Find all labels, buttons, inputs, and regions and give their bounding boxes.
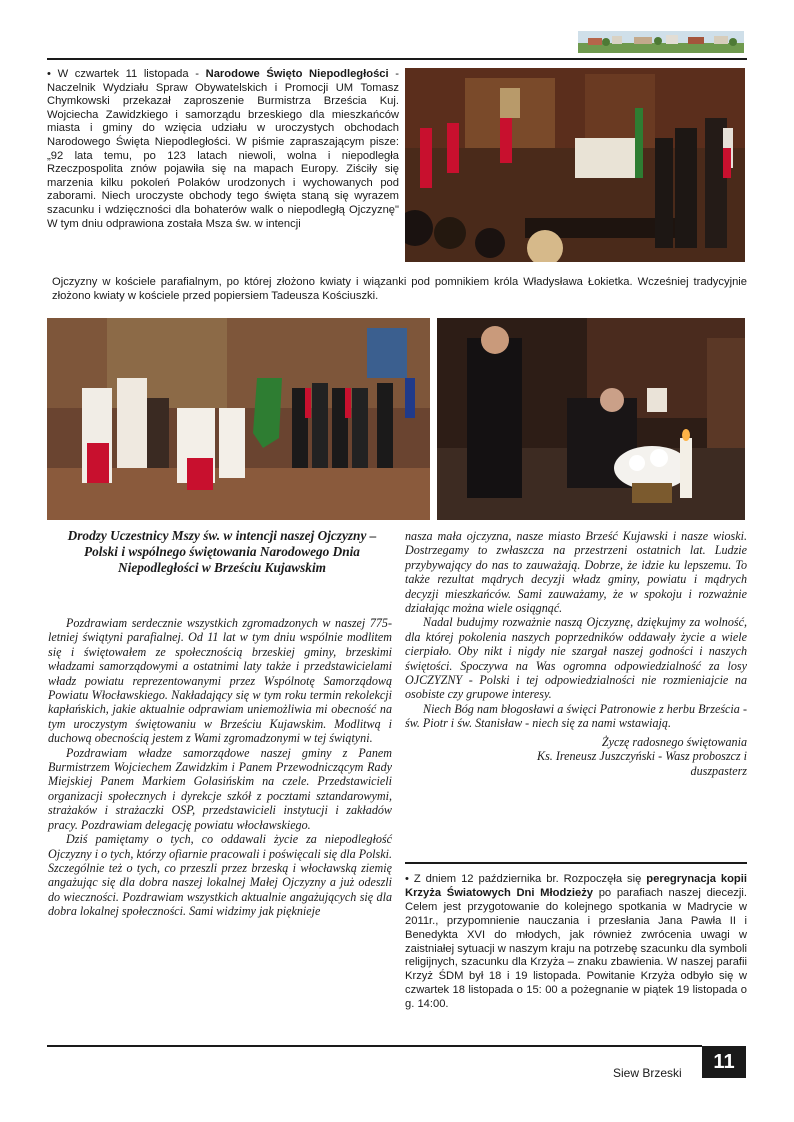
photo-altar-servers bbox=[47, 318, 430, 520]
letter-paragraph: Nadal budujmy rozważnie naszą Ojczyznę, dziękujmy za wolność, dla której pokolenia naszych poprzedników oddawały życie a wiele cierpiało. Oby nikt i nigdy nie szargał naszej godności i naszych świętości. Spoczywa na Was ogromna odpowiedzialność za losy OJCZYZNY - Polski i tej odpowiedzialności nie rozmieniajcie na osobiste czy grupowe interesy. bbox=[405, 615, 747, 702]
intro-continuation: Ojczyzny w kościele parafialnym, po której złożono kwiaty i wiązanki pod pomnikiem króla Władysława Łokietka. Wcześniej tradycyjnie złożono kwiaty w kościele przed popiersiem Tadeusza Kościuszki. bbox=[52, 276, 747, 302]
letter-paragraph: Pozdrawiam władze samorządowe naszej gminy z Panem Burmistrzem Wojciechem Zawidzkim i Panem Przewodniczącym Rady Miejskiej Panem Markiem Golasińskim na czele. Przedstawicieli organizacji społecznych i dyrekcje szkół z pocztami sztandarowymi, strażaków i strażaczki OSP, przedstawicieli instytucji i zakładów pracy. Pozdrawiam delegację powiatu włocławskiego. bbox=[48, 745, 392, 832]
letter-title: Drodzy Uczestnicy Mszy św. w intencji naszej Ojczyzny – Polski i wspólnego świętowania Narodowego Dnia Niepodległości w Brześciu Kujawskim bbox=[67, 528, 377, 575]
photo-flower-laying bbox=[437, 318, 745, 520]
news-paragraph bbox=[405, 873, 747, 1012]
letter-paragraph: Pozdrawiam serdecznie wszystkich zgromadzonych w naszej 775-letniej świątyni parafialnej. Od 11 lat w tym dniu wspólnie modlitem się i świętowałem ze społecznością brzeskiej gminy, brzeskimi władzami samorządowymi a ostatnimi laty także i przedstawicielami władz powiatu reprezentowanymi przez Wspólnotę Samorządową Powiatu Włocławskiego. Nakładający się w tym roku termin rekolekcji kapłańskich, jakie aktualnie odprawiam uniemożliwia mi obecność na tym uroczystym świętowaniu w Brześciu Kujawskim. Modlitwą i duchową obecnością jestem z Wami zgromadzonymi w tej świątyni. bbox=[48, 616, 392, 746]
news-body: po parafiach naszej diecezji. Celem jest przygotowanie do kolejnego spotkania w Madrycie w 2011r., przypomnienie nauczania i przesłania Jana Pawła II i Benedykta XVI do młodych, jak również zwrócenia uwagi w zaistniałej sytuacji w naszym kraju na potrzebę szacunku dla symboli religijnych, szacunku dla Krzyża – znaku zbawienia. W naszej parafii Krzyż ŚDM był 18 i 19 listopada. Powitanie Krzyża odbyło się w czwartek 18 listopada o 15: 00 a pożegnanie w piątek 19 listopada o g. 14:00. bbox=[405, 886, 747, 1011]
letter-signature-line: Ks. Ireneusz Juszczyński - Wasz proboszcz i bbox=[537, 749, 747, 764]
page-number: 11 bbox=[702, 1046, 746, 1078]
letter-right-column bbox=[405, 529, 747, 778]
header-rule bbox=[47, 58, 747, 60]
letter-paragraph: Niech Bóg nam błogosławi a święci Patronowie z herbu Brześcia - św. Piotr i św. Stanisław - niech się za nami wstawiają. bbox=[405, 701, 747, 731]
news-lead: Z dniem 12 października br. Rozpoczęła się bbox=[413, 873, 647, 885]
footer-rule bbox=[47, 1045, 702, 1047]
letter-paragraph: Dziś pamiętamy o tych, co oddawali życie za niepodległość Ojczyzny i o tych, którzy ofiarnie pracowali i poświęcali się dla Polski. Szczególnie też o tych, co przeszli przez brzeską i włocławską ziemię angażując się dla dobra naszej lokalnej Małej Ojczyzny a już odeszli do wieczności. Pozdrawiam wszystkich aktualnie angażujących się dla dobra lokalnej społeczności. Sami widzimy jak pięknieje bbox=[48, 832, 392, 919]
intro-lead-bold: Narodowe Święto Niepodległości bbox=[205, 68, 389, 80]
intro-bullet: • bbox=[47, 68, 51, 80]
photo-church-flag-bearers bbox=[405, 68, 745, 262]
news-divider bbox=[405, 862, 747, 864]
letter-paragraph: nasza mała ojczyzna, nasze miasto Brześć Kujawski i nasze wioski. Dostrzegamy to zwłaszcza na przestrzeni ostatnich lat. Ludzie przybywający do nas to zauważają. Dobrze, że idzie ku lepszemu. To także rezultat mądrych decyzji władz gminy, powiatu i mądrych decyzji mieszkańców. Sami zauważamy, że w spokoju i rozważnie działając można wiele osiągnąć. bbox=[405, 529, 747, 616]
intro-lead: W czwartek 11 listopada - bbox=[57, 68, 206, 80]
magazine-name: Siew Brzeski bbox=[613, 1066, 682, 1080]
news-bold: peregrynacja kopii Krzyża Światowych Dni Młodzieży bbox=[405, 873, 747, 899]
intro-body: - Naczelnik Wydziału Spraw Obywatelskich i Promocji UM Tomasz Chymkowski przekazał zaproszenie Burmistrza Brześcia Kuj. Wojciecha Zawidzkiego i samorządu brzeskiego dla mieszkańców miasta i gminy do wzięcia udziału w uroczystych obchodach Narodowego Święta Niepodległości. W piśmie zapraszającym pisze: „92 lata temu, po 123 latach niewoli, wolna i niepodległa Rzeczpospolita znów pojawiła się na mapach Europy. Ziściły się marzenia kilku pokoleń Polaków urodzonych i wychowanych pod zaborami. Niech uroczyste obchody tego święta staną się wyrazem szacunku i wdzięczności dla bohaterów walk o niepodległą Ojczyznę" W tym dniu odprawiona została Msza św. w intencji bbox=[47, 68, 399, 230]
letter-signature-line: duszpasterz bbox=[690, 763, 747, 778]
letter-left-column bbox=[48, 616, 392, 919]
header-village-photo bbox=[578, 31, 744, 53]
news-bullet: • bbox=[405, 873, 409, 885]
intro-paragraph bbox=[47, 68, 399, 231]
letter-signature-line: Życzę radosnego świętowania bbox=[601, 734, 747, 749]
